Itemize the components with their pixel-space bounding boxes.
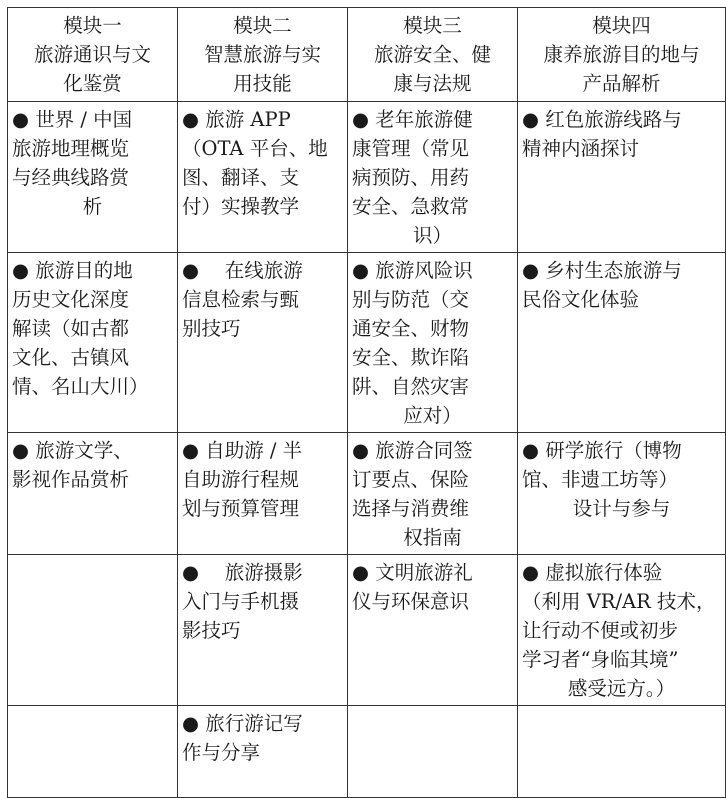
- module-subtitle-line: 智慧旅游与实: [203, 43, 321, 66]
- cell-text-line: 图、翻译、支: [182, 166, 300, 189]
- cell-text-line: 设计与参与: [572, 497, 671, 520]
- cell-text-line: 别技巧: [182, 317, 241, 340]
- table-cell: [518, 253, 726, 433]
- cell-text-line: ● 研学旅行（博物: [522, 439, 682, 462]
- module-subtitle-line: 康与法规: [393, 72, 472, 95]
- table-cell: [8, 253, 178, 433]
- cell-text-line: ● 虚拟旅行体验: [522, 561, 663, 584]
- module-title: 模块一: [63, 14, 122, 37]
- cell-text-line: 安全、欺诈陷: [352, 346, 470, 369]
- module-subtitle-line: 产品解析: [582, 72, 661, 95]
- cell-text-line: ● 文明旅游礼: [352, 561, 473, 584]
- empty-cell: [348, 706, 518, 798]
- table-cell: [8, 102, 178, 253]
- module-subtitle-line: 化鉴赏: [63, 72, 122, 95]
- empty-cell: [8, 555, 178, 706]
- cell-text-line: （利用 VR/AR 技术，: [522, 590, 716, 613]
- table-cell: [178, 433, 348, 555]
- module-title: 模块三: [403, 14, 462, 37]
- cell-text-line: ● 世界 / 中国: [12, 108, 133, 131]
- cell-text-line: 与经典线路赏: [12, 166, 130, 189]
- module-title: 模块二: [233, 14, 292, 37]
- module-subtitle-line: 用技能: [233, 72, 292, 95]
- module-header-4: [518, 8, 726, 102]
- cell-text-line: 选择与消费维: [352, 497, 470, 520]
- cell-text-line: 别与防范（交: [352, 288, 470, 311]
- cell-text-line: 康管理（常见: [352, 137, 470, 160]
- table-cell: [8, 433, 178, 555]
- table-cell: [178, 555, 348, 706]
- table-cell: [348, 555, 518, 706]
- cell-text-line: 付）实操教学: [182, 195, 300, 218]
- cell-text-line: 旅游地理概览: [12, 137, 130, 160]
- cell-text-line: 仪与环保意识: [352, 590, 470, 613]
- module-header-1: [8, 8, 178, 102]
- cell-text-line: 通安全、财物: [352, 317, 470, 340]
- module-title: 模块四: [592, 14, 651, 37]
- cell-text-line: 解读（如古都: [12, 317, 130, 340]
- module-subtitle-line: 旅游通识与文: [33, 43, 151, 66]
- table-cell: [178, 102, 348, 253]
- table-row: [8, 555, 726, 706]
- cell-text-line: 入门与手机摄: [182, 590, 300, 613]
- cell-text-line: 信息检索与甄: [182, 288, 300, 311]
- table-cell: [518, 102, 726, 253]
- table-cell: [518, 555, 726, 706]
- cell-text-line: 馆、非遗工坊等）: [522, 468, 679, 491]
- table-row: [8, 102, 726, 253]
- cell-text-line: 应对）: [403, 404, 462, 427]
- table-cell: [518, 433, 726, 555]
- cell-text-line: 划与预算管理: [182, 497, 300, 520]
- cell-text-line: 识）: [412, 224, 452, 247]
- cell-text-line: 自助游行程规: [182, 468, 300, 491]
- cell-text-line: 订要点、保险: [352, 468, 470, 491]
- module-header-3: [348, 8, 518, 102]
- empty-cell: [518, 706, 726, 798]
- cell-text-line: （OTA 平台、地: [182, 137, 328, 160]
- table-cell: [178, 253, 348, 433]
- module-subtitle-line: 旅游安全、健: [373, 43, 491, 66]
- table-cell: [348, 433, 518, 555]
- cell-text-line: ● 旅游风险识: [352, 259, 473, 282]
- cell-text-line: 作与分享: [182, 741, 261, 764]
- cell-text-line: 病预防、用药: [352, 166, 470, 189]
- cell-text-line: ● 旅游目的地: [12, 259, 133, 282]
- cell-text-line: 影视作品赏析: [12, 468, 130, 491]
- cell-text-line: 析: [82, 195, 103, 218]
- table-cell: [348, 253, 518, 433]
- cell-text-line: 学习者“身临其境”: [522, 648, 679, 671]
- cell-text-line: 阱、自然灾害: [352, 375, 470, 398]
- cell-text-line: ● 旅游 APP: [182, 108, 291, 131]
- cell-text-line: 精神内涵探讨: [522, 137, 640, 160]
- cell-text-line: 文化、古镇风: [12, 346, 130, 369]
- cell-text-line: 民俗文化体验: [522, 288, 640, 311]
- cell-text-line: ● 旅游合同签: [352, 439, 473, 462]
- cell-text-line: 安全、急救常: [352, 195, 470, 218]
- table-row: [8, 253, 726, 433]
- table-cell: [348, 102, 518, 253]
- module-subtitle-line: 康养旅游目的地与: [543, 43, 700, 66]
- cell-text-line: ● 旅游文学、: [12, 439, 133, 462]
- table-cell: [178, 706, 348, 798]
- cell-text-line: ● 乡村生态旅游与: [522, 259, 682, 282]
- header-row: [8, 8, 726, 102]
- cell-text-line: ● 老年旅游健: [352, 108, 473, 131]
- cell-text-line: 历史文化深度: [12, 288, 130, 311]
- empty-cell: [8, 706, 178, 798]
- cell-text-line: 权指南: [403, 526, 462, 549]
- table-row: [8, 706, 726, 798]
- table-row: [8, 433, 726, 555]
- cell-text-line: 情、名山大川）: [12, 375, 149, 398]
- cell-text-line: ● 旅游摄影: [182, 561, 303, 584]
- course-module-table: [7, 7, 726, 798]
- module-header-2: [178, 8, 348, 102]
- cell-text-line: ● 红色旅游线路与: [522, 108, 682, 131]
- cell-text-line: 让行动不便或初步: [522, 619, 679, 642]
- cell-text-line: 感受远方。）: [567, 677, 676, 700]
- cell-text-line: ● 在线旅游: [182, 259, 303, 282]
- cell-text-line: 影技巧: [182, 619, 241, 642]
- cell-text-line: ● 旅行游记写: [182, 712, 303, 735]
- cell-text-line: ● 自助游 / 半: [182, 439, 303, 462]
